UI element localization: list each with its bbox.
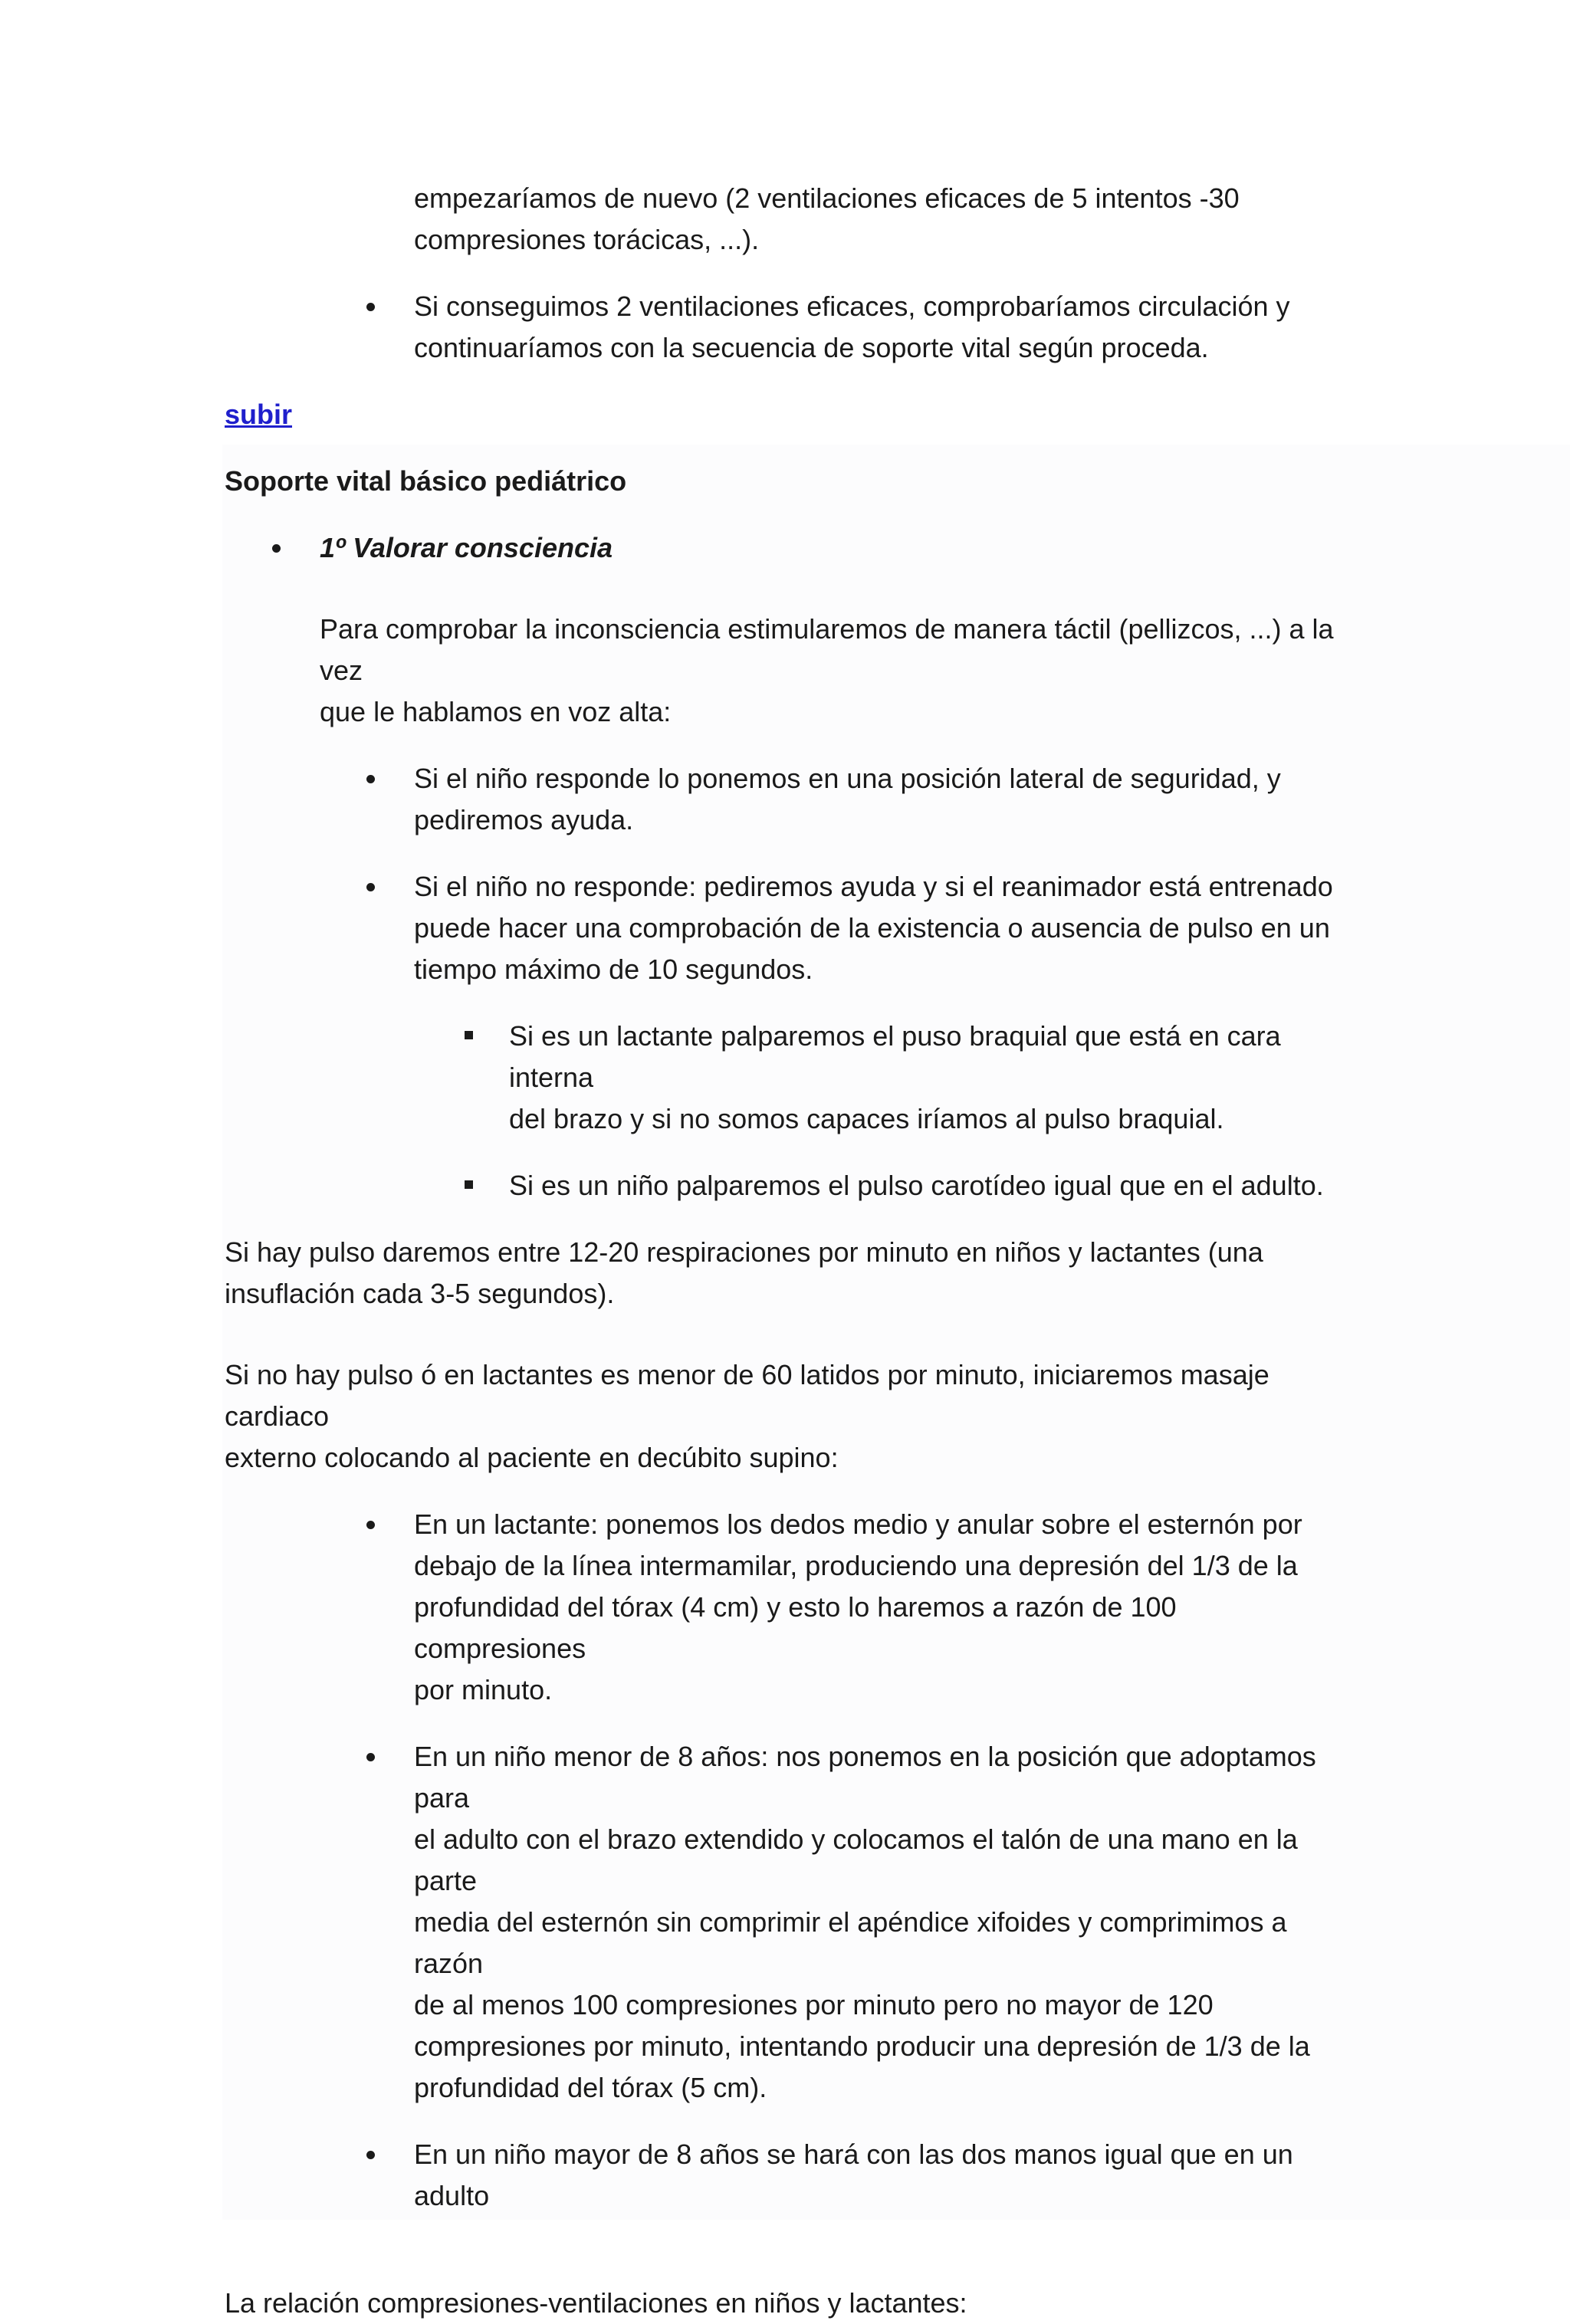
text-line: Si el niño responde lo ponemos en una posición lateral de seguridad, y	[414, 763, 1281, 794]
text-line: que le hablamos en voz alta:	[320, 696, 672, 727]
document-body	[225, 178, 1352, 2324]
no-pulse-paragraph	[225, 1354, 1352, 1479]
list-item	[414, 1736, 1352, 2109]
text-line: compresiones torácicas, ...).	[414, 224, 760, 255]
text-line: pediremos ayuda.	[414, 804, 634, 835]
text-line: insuflación cada 3-5 segundos).	[225, 1278, 615, 1309]
subir-link[interactable]: subir	[225, 399, 293, 430]
bullet-icon	[366, 1753, 375, 1761]
text-line: Si hay pulso daremos entre 12-20 respiraciones por minuto en niños y lactantes (una	[225, 1236, 1263, 1268]
text-line: media del esternón sin comprimir el apéndice xifoides y comprimimos a razón	[414, 1906, 1287, 1979]
list-item	[414, 2134, 1352, 2217]
text-line: de al menos 100 compresiones por minuto pero no mayor de 120	[414, 1989, 1214, 2020]
text-line: puede hacer una comprobación de la existencia o ausencia de pulso en un	[414, 912, 1330, 944]
text-line: En un niño menor de 8 años: nos ponemos en la posición que adoptamos para	[414, 1741, 1316, 1814]
list-item	[414, 1504, 1352, 1711]
list-item	[320, 527, 1352, 569]
text-line: Si conseguimos 2 ventilaciones eficaces, comprobaríamos circulación y	[414, 290, 1290, 322]
intro-paragraph	[320, 609, 1352, 733]
continuation-text	[414, 178, 1352, 261]
text-line: por minuto.	[414, 1674, 553, 1705]
bullet-icon	[366, 2151, 375, 2159]
sub-bullet-list	[509, 1016, 1352, 1206]
text-line: tiempo máximo de 10 segundos.	[414, 954, 813, 985]
text-line: Si el niño no responde: pediremos ayuda y si el reanimador está entrenado	[414, 871, 1333, 902]
ratio-paragraph	[225, 2283, 1352, 2324]
bullet-icon	[366, 303, 375, 311]
text-line: Si es un lactante palparemos el puso braquial que está en cara interna	[509, 1020, 1281, 1093]
bullet-list	[414, 1504, 1352, 2217]
text-line: del brazo y si no somos capaces iríamos al pulso braquial.	[509, 1103, 1224, 1134]
list-item	[414, 866, 1352, 990]
step-list	[320, 527, 1352, 569]
list-item	[509, 1016, 1352, 1140]
list-item	[414, 286, 1352, 369]
text-line: externo colocando al paciente en decúbito supino:	[225, 1442, 839, 1473]
text-line: continuaríamos con la secuencia de soporte vital según proceda.	[414, 332, 1209, 363]
text-line: el adulto con el brazo extendido y colocamos el talón de una mano en la parte	[414, 1823, 1298, 1896]
text-line: profundidad del tórax (4 cm) y esto lo haremos a razón de 100 compresiones	[414, 1591, 1177, 1664]
text-line: compresiones por minuto, intentando producir una depresión de 1/3 de la	[414, 2030, 1310, 2062]
text-line: profundidad del tórax (5 cm).	[414, 2072, 767, 2103]
bullet-icon	[366, 883, 375, 891]
bullet-list	[414, 758, 1352, 990]
list-item	[509, 1165, 1352, 1206]
text-line: Si no hay pulso ó en lactantes es menor de 60 latidos por minuto, iniciaremos masaje cardiaco	[225, 1359, 1269, 1432]
bullet-icon	[366, 775, 375, 783]
bullet-list	[414, 286, 1352, 369]
text-line: empezaríamos de nuevo (2 ventilaciones eficaces de 5 intentos -30	[414, 182, 1240, 214]
section-title: Soporte vital básico pediátrico	[225, 465, 627, 497]
text-line: La relación compresiones-ventilaciones en niños y lactantes:	[225, 2287, 967, 2319]
text-line: En un niño mayor de 8 años se hará con las dos manos igual que en un adulto	[414, 2139, 1293, 2211]
step-title: 1º Valorar consciencia	[320, 532, 613, 563]
square-bullet-icon	[465, 1031, 473, 1039]
text-line: Para comprobar la inconsciencia estimularemos de manera táctil (pellizcos, ...) a la vez	[320, 613, 1334, 686]
text-line: En un lactante: ponemos los dedos medio y anular sobre el esternón por	[414, 1508, 1302, 1540]
text-line: Si es un niño palparemos el pulso carotídeo igual que en el adulto.	[509, 1170, 1324, 1201]
pulse-paragraph	[225, 1232, 1352, 1315]
bullet-icon	[272, 544, 281, 553]
bullet-icon	[366, 1521, 375, 1529]
list-item	[414, 758, 1352, 841]
square-bullet-icon	[465, 1180, 473, 1189]
text-line: debajo de la línea intermamilar, produciendo una depresión del 1/3 de la	[414, 1550, 1298, 1581]
